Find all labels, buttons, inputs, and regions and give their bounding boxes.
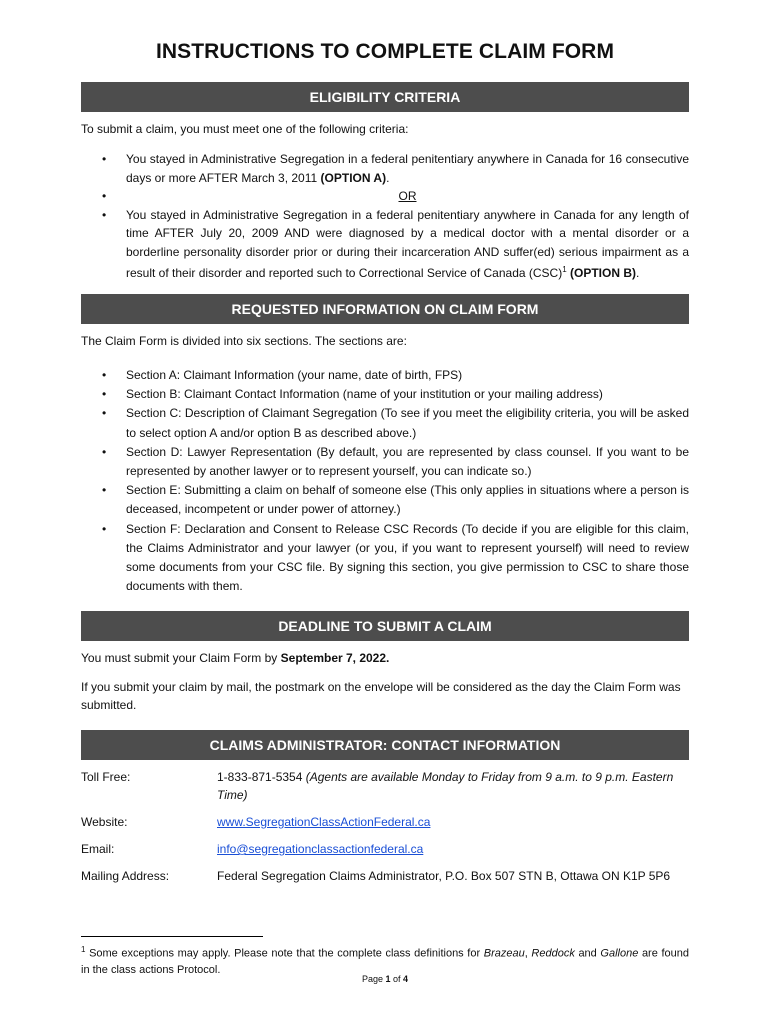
section-item: • Section F: Declaration and Consent to Release CSC Records (To decide if you are eligible for this claim, the Claims Administrator and your lawyer (or you, if you want to represent yourself) will need to review some documents from your CSC file. By signing this section, you give permission to CSC to share those documents with them. xyxy=(81,520,689,597)
deadline-heading: DEADLINE TO SUBMIT A CLAIM xyxy=(81,611,689,641)
requested-intro: The Claim Form is divided into six sections. The sections are: xyxy=(81,334,407,348)
section-item: • Section B: Claimant Contact Information (name of your institution or your mailing address) xyxy=(81,385,689,404)
section-item: • Section A: Claimant Information (your name, date of birth, FPS) xyxy=(81,366,689,385)
page-number xyxy=(0,974,770,984)
section-item: • Section E: Submitting a claim on behalf of someone else (This only applies in situations where a person is deceased, incompetent or under power of attorney.) xyxy=(81,481,689,519)
page-prefix: Page xyxy=(361,974,383,984)
footnote: $^1$ Some exceptions may apply. Please note that the complete class definitions for Brazeau, Reddock and Gallone are found in the class actions Protocol. xyxy=(81,945,689,976)
requested-heading: REQUESTED INFORMATION ON CLAIM FORM xyxy=(81,294,689,324)
footnote-text-b: are found in the class actions Protocol. xyxy=(81,947,689,976)
page-of: of xyxy=(393,974,401,984)
toll-free-label: Toll Free: xyxy=(81,770,131,784)
eligibility-heading: ELIGIBILITY CRITERIA xyxy=(81,82,689,112)
email-link[interactable]: info@segregationclassactionfederal.ca xyxy=(217,842,424,856)
footnote-number: 1 xyxy=(81,945,86,954)
footnote-name-3: Gallone xyxy=(600,947,639,960)
website-label: Website: xyxy=(81,815,128,829)
mailing-address: Federal Segregation Claims Administrator, P.O. Box 507 STN B, Ottawa ON K1P 5P6 xyxy=(217,869,671,883)
deadline-date: September 7, 2022. xyxy=(280,651,390,665)
option-b-label: (OPTION B) xyxy=(570,266,637,280)
page-title: INSTRUCTIONS TO COMPLETE CLAIM FORM xyxy=(155,40,615,63)
section-item: • Section D: Lawyer Representation (By default, you are represented by class counsel. If you want to be represented by another lawyer or to represent yourself, you can indicate so.) xyxy=(81,443,689,481)
sections-list xyxy=(81,366,689,596)
deadline-prefix: You must submit your Claim Form by xyxy=(81,651,278,665)
contact-toll-free-row xyxy=(81,768,689,804)
contact-website-row xyxy=(81,813,689,831)
option-b-text: You stayed in Administrative Segregation in a federal penitentiary anywhere in Canada for any length of time AFTER July 20, 2009 AND were diagnosed by a medical doctor with a mental disorder or a borderline personality disorder prior or during their incarceration AND suffer(ed) serious impairment as a result of their disorder and reported such to Correctional Service of Canada (CSC) xyxy=(126,207,689,280)
deadline-line-1 xyxy=(81,649,689,667)
mailing-label: Mailing Address: xyxy=(81,869,170,883)
contact-email-row xyxy=(81,840,689,858)
option-a-label: (OPTION A) xyxy=(320,170,387,185)
footnote-divider xyxy=(81,936,263,937)
eligibility-option-b: • You stayed in Administrative Segregation in a federal penitentiary anywhere in Canada for any length of time AFTER July 20, 2009 AND were diagnosed by a medical doctor with a mental disorder or a borderline personality disorder prior or during their incarceration AND suffer(ed) serious impairment as a result of their disorder and reported such to Correctional Service of Canada (CSC)$^1$ (OPTION B). xyxy=(81,206,689,283)
footnote-and: and xyxy=(578,947,597,960)
contact-heading: CLAIMS ADMINISTRATOR: CONTACT INFORMATION xyxy=(81,730,689,760)
toll-free-note: (Agents are available Monday to Friday from 9 a.m. to 9 p.m. Eastern Time) xyxy=(217,770,674,802)
contact-mailing-row xyxy=(81,867,689,885)
footnote-text-a: Some exceptions may apply. Please note that the complete class definitions for xyxy=(89,947,481,960)
website-link[interactable]: www.SegregationClassActionFederal.ca xyxy=(217,815,431,829)
section-item: • Section C: Description of Claimant Segregation (To see if you meet the eligibility criteria, you will be asked to select option A and/or option B as described above.) xyxy=(81,404,689,442)
toll-free-number: 1-833-871-5354 xyxy=(217,770,303,784)
email-label: Email: xyxy=(81,842,115,856)
eligibility-or xyxy=(81,187,689,206)
option-a-text: You stayed in Administrative Segregation in a federal penitentiary anywhere in Canada for 16 consecutive days or more AFTER March 3, 2011 xyxy=(126,152,689,185)
page-current: 1 xyxy=(385,974,391,984)
eligibility-option-a: • You stayed in Administrative Segregation in a federal penitentiary anywhere in Canada for 16 consecutive days or more AFTER March 3, 2011 (OPTION A). xyxy=(81,150,689,187)
footnote-name-2: Reddock xyxy=(531,947,575,960)
deadline-line-2: If you submit your claim by mail, the postmark on the envelope will be considered as the day the Claim Form was submitted. xyxy=(81,680,681,712)
footnote-name-1: Brazeau xyxy=(483,947,525,960)
toll-free-value xyxy=(217,768,689,804)
or-text: OR xyxy=(398,189,417,203)
eligibility-intro: To submit a claim, you must meet one of the following criteria: xyxy=(81,122,409,136)
footnote-ref[interactable]: 1 xyxy=(562,265,567,274)
eligibility-list xyxy=(81,150,689,283)
page-total: 4 xyxy=(403,974,409,984)
